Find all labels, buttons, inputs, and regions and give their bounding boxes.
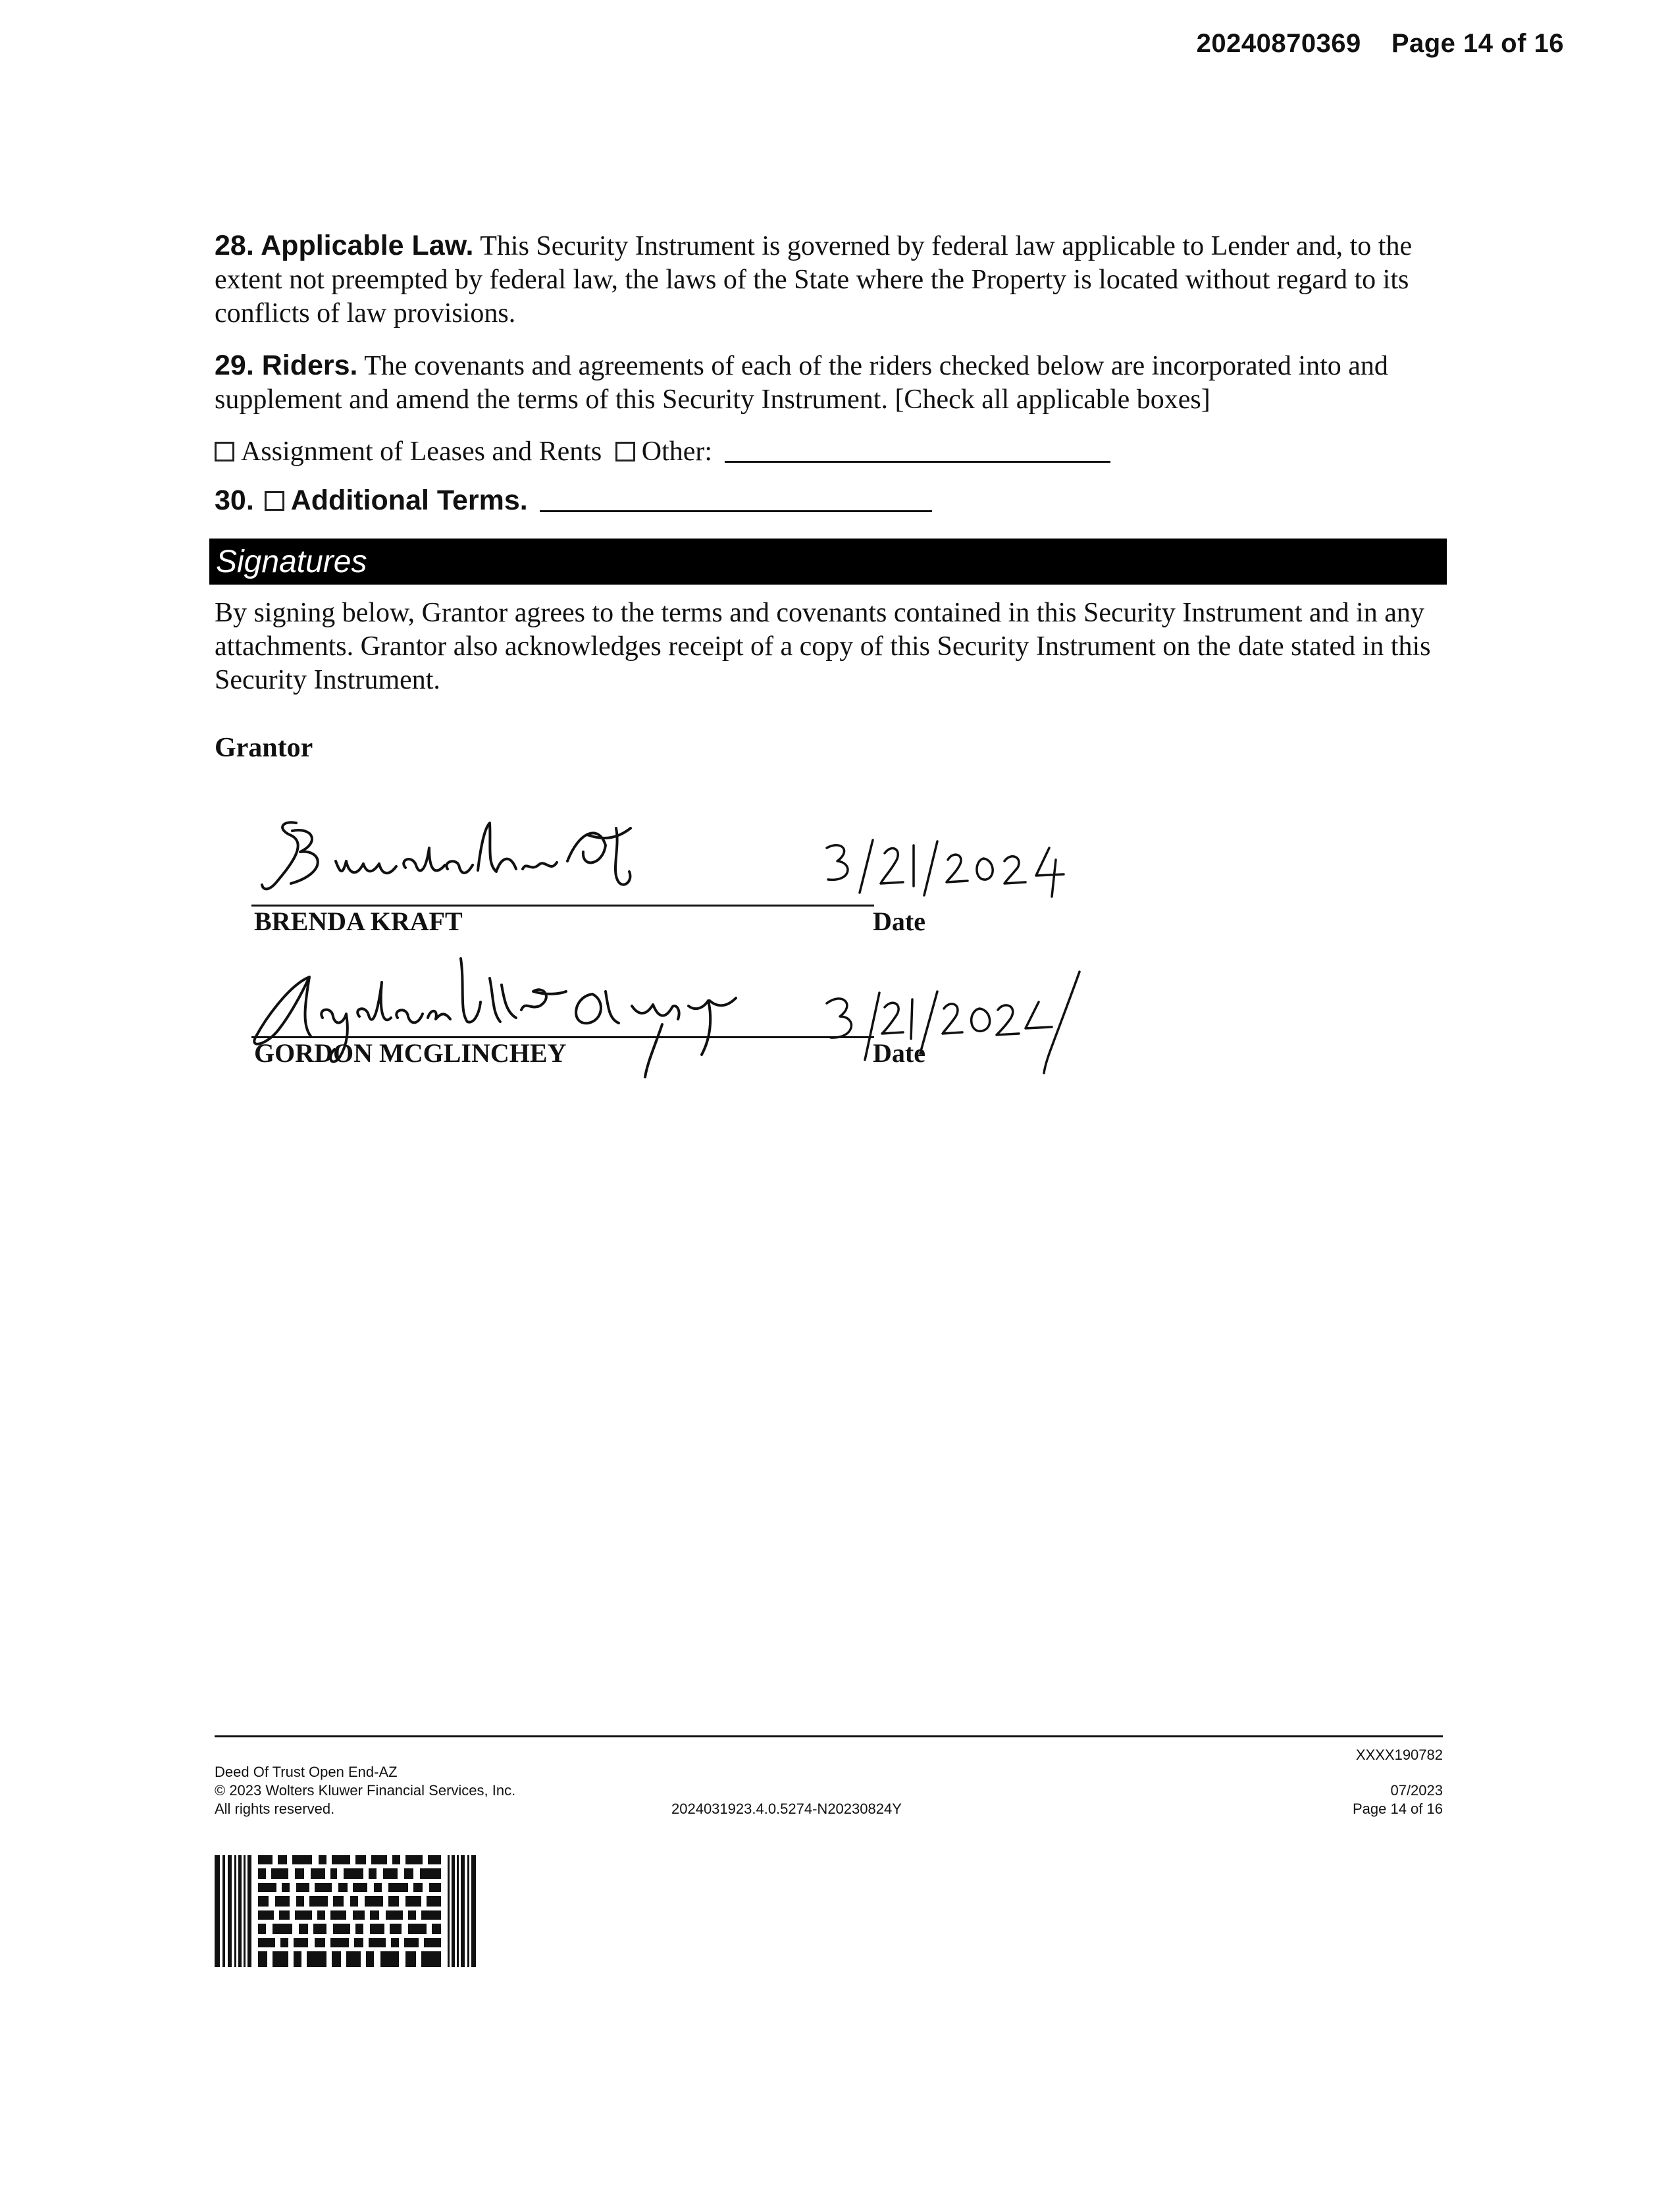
- signatures-heading-bar: [209, 539, 1447, 585]
- additional-terms-blank-line[interactable]: [540, 510, 932, 512]
- grantor-label: Grantor: [215, 733, 313, 763]
- section-28-text: This Security Instrument is governed by federal law applicable to Lender and, to the extent not preempted by federal law, the laws of the State where the Property is located without regard to its conflicts of law provisions.: [215, 231, 1413, 329]
- section-30-number: 30.: [215, 485, 254, 516]
- section-30-title: Additional Terms.: [290, 485, 528, 516]
- footer-left: [215, 1763, 515, 1818]
- date-label-1: Date: [873, 907, 925, 936]
- section-29: [215, 349, 1452, 417]
- page-header: [1197, 29, 1564, 59]
- footer-rights: All rights reserved.: [215, 1801, 335, 1817]
- barcode-image: [215, 1855, 491, 1967]
- footer-page: Page 14 of 16: [1352, 1801, 1443, 1817]
- footer-copyright: © 2023 Wolters Kluwer Financial Services, Inc.: [215, 1782, 516, 1799]
- brenda-kraft-date-handwritten: [821, 836, 1098, 908]
- header-page-number: Page 14 of 16: [1391, 29, 1564, 58]
- signatures-text: By signing below, Grantor agrees to the terms and covenants contained in this Security Instrument and in any attachments. Grantor also acknowledges receipt of a copy of this Security Instrument on the date stated in this Security Instrument.: [215, 598, 1431, 695]
- signatures-heading: Signatures: [216, 544, 367, 579]
- checkbox-assignment-of-leases[interactable]: [215, 442, 234, 461]
- section-29-title: 29. Riders.: [215, 350, 358, 381]
- checkbox-additional-terms[interactable]: [265, 491, 284, 511]
- gordon-mcglinchey-signature: [250, 945, 777, 1097]
- rider-option-label: Assignment of Leases and Rents: [241, 436, 602, 467]
- signer-name-2: GORDON MCGLINCHEY: [254, 1038, 567, 1068]
- date-label-2: Date: [873, 1038, 925, 1068]
- footer-form-name: Deed Of Trust Open End-AZ: [215, 1764, 398, 1780]
- checkbox-other[interactable]: [615, 442, 635, 461]
- signer-name-1: BRENDA KRAFT: [254, 907, 463, 936]
- riders-options: [215, 436, 1110, 467]
- rider-option-label: Other:: [641, 436, 713, 467]
- document-number: 20240870369: [1196, 29, 1361, 58]
- brenda-kraft-signature: [250, 808, 711, 920]
- footer-form-date: 07/2023: [1390, 1782, 1443, 1799]
- footer-account: XXXX190782: [1355, 1747, 1443, 1763]
- section-30: [215, 485, 932, 517]
- gordon-mcglinchey-date-handwritten: [821, 961, 1098, 1080]
- section-29-text: The covenants and agreements of each of the riders checked below are incorporated into and supplement and amend the terms of this Security Instrument. [Check all applicable boxes]: [215, 351, 1388, 415]
- section-28: [215, 229, 1452, 330]
- footer-right: [1353, 1781, 1443, 1818]
- other-blank-line[interactable]: [725, 461, 1110, 463]
- section-28-title: 28. Applicable Law.: [215, 230, 474, 261]
- footer-code: 2024031923.4.0.5274-N20230824Y: [671, 1801, 902, 1817]
- footer-rule: [215, 1735, 1443, 1737]
